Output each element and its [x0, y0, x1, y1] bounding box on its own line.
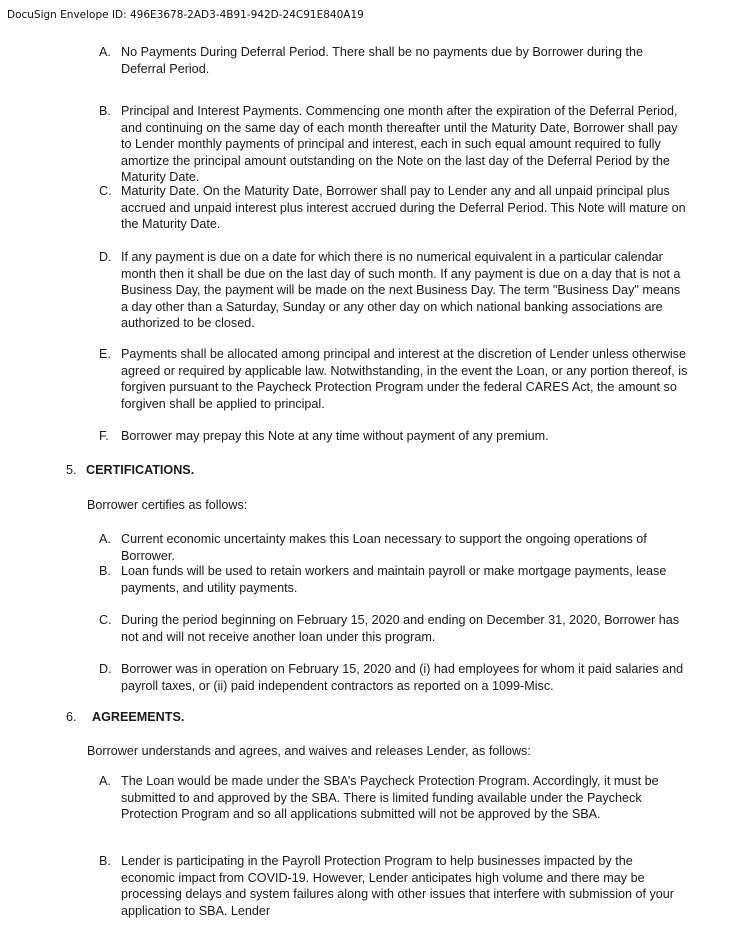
certification-item-b [99, 563, 689, 596]
payments-item-e [99, 346, 689, 412]
item-letter: C. [99, 184, 112, 198]
agreement-item-a [99, 773, 689, 823]
item-letter: D. [99, 250, 112, 264]
item-text: Borrower may prepay this Note at any time without payment of any premium. [121, 429, 549, 443]
item-letter: B. [99, 564, 111, 578]
item-letter: A. [99, 774, 111, 788]
payments-item-b [99, 103, 689, 186]
section-number: 5. [66, 463, 77, 477]
item-letter: E. [99, 347, 111, 361]
section-title: CERTIFICATIONS. [86, 463, 195, 477]
section-number: 6. [66, 710, 77, 724]
payments-item-c [99, 183, 689, 233]
item-letter: B. [99, 854, 111, 868]
docusign-envelope-id: DocuSign Envelope ID: 496E3678-2AD3-4B91-942D-24C91E840A19 [7, 9, 364, 21]
item-text: The Loan would be made under the SBA’s Paycheck Protection Program. Accordingly, it must be submitted to and approved by the SBA. There is limited funding available under the Paycheck Protection Program and so all applications submitted will not be approved by the SBA. [121, 774, 659, 821]
payments-item-a [99, 44, 689, 77]
item-letter: B. [99, 104, 111, 118]
item-text: No Payments During Deferral Period. There shall be no payments due by Borrower during the Deferral Period. [121, 45, 643, 76]
certification-item-a [99, 531, 689, 564]
item-text: Loan funds will be used to retain workers and maintain payroll or make mortgage payments, lease payments, and utility payments. [121, 564, 667, 595]
section-5-intro: Borrower certifies as follows: [87, 498, 248, 512]
item-text: Maturity Date. On the Maturity Date, Borrower shall pay to Lender any and all unpaid principal plus accrued and unpaid interest plus interest accrued during the Deferral Period. This Note will mature on the Maturity Date. [121, 184, 686, 231]
item-text: Principal and Interest Payments. Commencing one month after the expiration of the Deferral Period, and continuing on the same day of each month thereafter until the Maturity Date, Borrower shall pay to Lender monthly payments of principal and interest, each in such equal amount required to fully amortize the principal amount outstanding on the Note on the last day of the Deferral Period by the Maturity Date. [121, 104, 678, 184]
payments-item-f [99, 428, 689, 445]
payments-item-d [99, 249, 689, 332]
item-letter: A. [99, 532, 111, 546]
section-6-intro: Borrower understands and agrees, and waives and releases Lender, as follows: [87, 744, 531, 758]
item-letter: C. [99, 613, 112, 627]
certification-item-d [99, 661, 689, 694]
item-letter: D. [99, 662, 112, 676]
agreement-item-b [99, 853, 689, 919]
item-text: Payments shall be allocated among principal and interest at the discretion of Lender unless otherwise agreed or required by applicable law. Notwithstanding, in the event the Loan, or any portion thereof, is forgiven pursuant to the Paycheck Protection Program under the federal CARES Act, the amount so forgiven shall be applied to principal. [121, 347, 688, 411]
item-text: If any payment is due on a date for which there is no numerical equivalent in a particular calendar month then it shall be due on the last day of such month. If any payment is due on a day that is not a Business Day, the payment will be made on the next Business Day. The term "Business Day" means a day other than a Saturday, Sunday or any other day on which national banking associations are authorized to be closed. [121, 250, 681, 330]
section-title: AGREEMENTS. [92, 710, 185, 724]
item-text: Lender is participating in the Payroll Protection Program to help businesses impacted by the economic impact from COVID-19. However, Lender anticipates high volume and there may be processing delays and system failures along with other issues that interfere with submission of your application to SBA. Lender [121, 854, 674, 918]
item-letter: F. [99, 429, 109, 443]
item-text: Borrower was in operation on February 15, 2020 and (i) had employees for whom it paid salaries and payroll taxes, or (ii) paid independent contractors as reported on a 1099-Misc. [121, 662, 684, 693]
item-text: During the period beginning on February 15, 2020 and ending on December 31, 2020, Borrower has not and will not receive another loan under this program. [121, 613, 679, 644]
certification-item-c [99, 612, 689, 645]
item-letter: A. [99, 45, 111, 59]
item-text: Current economic uncertainty makes this Loan necessary to support the ongoing operations of Borrower. [121, 532, 647, 563]
